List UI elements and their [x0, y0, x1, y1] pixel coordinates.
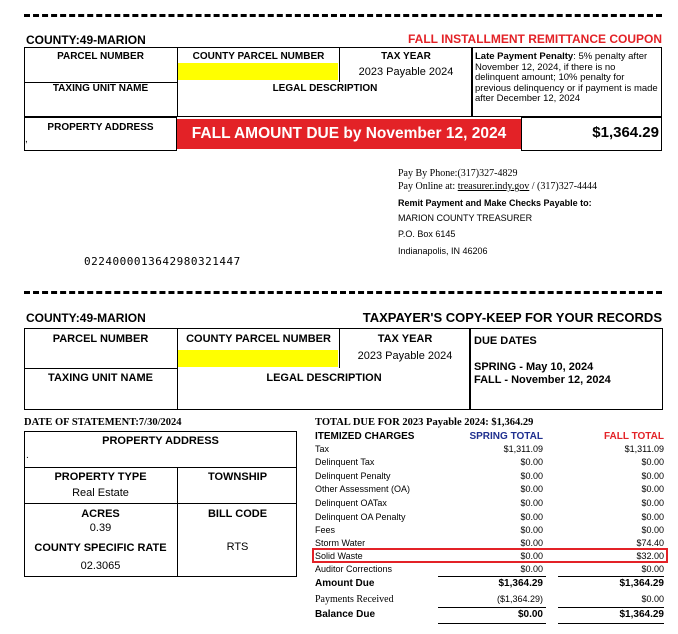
total-due-header: TOTAL DUE FOR 2023 Payable 2024: $1,364.29	[315, 417, 534, 428]
charge-row-fees	[314, 525, 664, 538]
statement-address-label: PROPERTY ADDRESS	[102, 435, 219, 447]
charge-fall: $0.00	[641, 471, 664, 481]
late-penalty-body: : 5% penalty after November 12, 2024, if there is no delinquent amount; 10% penalty for previous delinquency or if payment is made after December 12, 2024	[475, 51, 658, 104]
charge-row-other-assessment	[314, 484, 664, 497]
remit-pobox: P.O. Box 6145	[398, 229, 456, 239]
fall-due-date: FALL - November 12, 2024	[474, 374, 611, 386]
remit-name: MARION COUNTY TREASURER	[398, 213, 533, 223]
balance-due-label: Balance Due	[315, 609, 376, 620]
property-type: Real Estate	[72, 487, 129, 499]
divider	[438, 576, 546, 577]
charge-label: Delinquent Tax	[315, 457, 375, 467]
payments-label: Payments Received	[315, 594, 394, 605]
pay-by-phone: Pay By Phone:(317)327-4829	[398, 168, 518, 179]
itemized-label: ITEMIZED CHARGES	[315, 431, 415, 442]
charge-fall: $0.00	[641, 512, 664, 522]
bill-code-label: BILL CODE	[207, 508, 268, 520]
balance-due-fall: $1,364.29	[619, 609, 664, 620]
statement-address-value: .	[26, 450, 29, 461]
township-label: TOWNSHIP	[207, 471, 268, 483]
amount-due-spring: $1,364.29	[498, 578, 543, 589]
spring-due-date: SPRING - May 10, 2024	[474, 361, 594, 373]
divider	[438, 607, 546, 608]
tear-line-bottom	[24, 291, 662, 294]
balance-due-row	[314, 609, 664, 622]
divider	[558, 623, 664, 624]
payments-fall: $0.00	[641, 594, 664, 604]
spring-total-label: SPRING TOTAL	[469, 431, 543, 442]
copy-tax-year: 2023 Payable 2024	[357, 350, 453, 362]
charge-spring: $1,311.09	[503, 444, 543, 454]
divider	[558, 576, 664, 577]
copy-county-parcel-label: COUNTY PARCEL NUMBER	[186, 333, 331, 345]
charge-fall: $0.00	[641, 525, 664, 535]
solid-waste-highlight	[312, 548, 668, 563]
late-penalty-title: Late Payment Penalty	[475, 51, 574, 62]
charge-label: Other Assessment (OA)	[315, 484, 411, 494]
charge-fall: $0.00	[641, 498, 664, 508]
statement-box	[24, 431, 297, 577]
coupon-tax-year: 2023 Payable 2024	[358, 66, 454, 78]
coupon-parcel-label: PARCEL NUMBER	[57, 51, 144, 62]
property-type-label: PROPERTY TYPE	[54, 471, 147, 483]
coupon-county-parcel-value	[178, 63, 338, 80]
charge-spring: $0.00	[520, 471, 543, 481]
coupon-address-label: PROPERTY ADDRESS	[47, 122, 154, 133]
amount-due-fall: $1,364.29	[619, 578, 664, 589]
pay-online	[398, 181, 597, 192]
charge-label: Delinquent OATax	[315, 498, 387, 508]
copy-title: TAXPAYER'S COPY-KEEP FOR YOUR RECORDS	[362, 310, 662, 325]
amount-due-row	[314, 578, 664, 591]
charge-spring: $0.00	[520, 538, 543, 548]
charge-label: Solid Waste	[315, 551, 363, 561]
charge-spring: $0.00	[520, 525, 543, 535]
coupon-legal-desc-label: LEGAL DESCRIPTION	[272, 83, 378, 94]
coupon-taxing-unit-label: TAXING UNIT NAME	[52, 83, 149, 94]
charge-label: Tax	[315, 444, 330, 454]
charge-row-delinquent-oa-penalty	[314, 512, 664, 525]
divider	[24, 503, 297, 504]
pay-online-phone: / (317)327-4444	[529, 181, 598, 192]
amount-due: $1,364.29	[592, 124, 659, 141]
charge-spring: $0.00	[520, 484, 543, 494]
divider	[177, 467, 178, 577]
remit-label: Remit Payment and Make Checks Payable to:	[398, 198, 592, 208]
copy-parcel-label: PARCEL NUMBER	[52, 333, 149, 345]
charge-fall: $1,311.09	[624, 444, 664, 454]
payments-spring: ($1,364.29)	[496, 594, 543, 604]
tear-line-top	[24, 14, 662, 17]
coupon-tax-year-label: TAX YEAR	[381, 51, 431, 62]
charge-label: Fees	[315, 525, 336, 535]
divider	[24, 368, 177, 369]
copy-county: COUNTY:49-MARION	[26, 311, 146, 325]
charge-fall: $0.00	[641, 564, 664, 574]
balance-due-spring: $0.00	[517, 609, 543, 620]
statement-date: DATE OF STATEMENT:7/30/2024	[24, 417, 182, 428]
coupon-county: COUNTY:49-MARION	[26, 33, 146, 47]
charge-row-delinquent-penalty	[314, 471, 664, 484]
pay-online-prefix: Pay Online at:	[398, 181, 458, 192]
pay-online-link[interactable]: treasurer.indy.gov	[457, 181, 530, 192]
coupon-address-value: ,	[25, 134, 28, 145]
charge-fall: $0.00	[641, 484, 664, 494]
charge-fall: $32.00	[636, 551, 664, 561]
acres: 0.39	[89, 522, 112, 534]
charge-label: Delinquent OA Penalty	[315, 512, 406, 522]
scanline: 0224000013642980321447	[84, 255, 241, 268]
copy-tax-year-label: TAX YEAR	[377, 333, 433, 345]
charge-spring: $0.00	[520, 512, 543, 522]
charge-row-delinquent-oa-tax	[314, 498, 664, 511]
charge-label: Auditor Corrections	[315, 564, 393, 574]
divider	[438, 623, 546, 624]
charge-label: Storm Water	[315, 538, 366, 548]
acres-label: ACRES	[81, 508, 120, 520]
payments-row	[314, 594, 664, 607]
charge-row-tax	[314, 444, 664, 457]
charge-label: Delinquent Penalty	[315, 471, 391, 481]
copy-legal-desc-label: LEGAL DESCRIPTION	[266, 372, 382, 384]
county-rate-label: COUNTY SPECIFIC RATE	[34, 542, 167, 554]
county-rate: 02.3065	[80, 560, 121, 572]
amount-due-label: Amount Due	[315, 578, 375, 589]
coupon-county-parcel-label: COUNTY PARCEL NUMBER	[192, 51, 325, 62]
bill-code: RTS	[226, 541, 249, 553]
coupon-title: FALL INSTALLMENT REMITTANCE COUPON	[408, 32, 662, 46]
copy-county-parcel-value	[178, 350, 338, 367]
divider	[558, 607, 664, 608]
charge-spring: $0.00	[520, 457, 543, 467]
charge-spring: $0.00	[520, 551, 543, 561]
charge-fall: $0.00	[641, 457, 664, 467]
charge-spring: $0.00	[520, 498, 543, 508]
charge-spring: $0.00	[520, 564, 543, 574]
late-penalty-text	[475, 52, 661, 105]
copy-taxing-unit-label: TAXING UNIT NAME	[48, 372, 153, 384]
divider	[24, 467, 297, 468]
fall-total-label: FALL TOTAL	[604, 431, 664, 442]
remit-city: Indianapolis, IN 46206	[398, 246, 488, 256]
charge-row-delinquent-tax	[314, 457, 664, 470]
fall-due-banner: FALL AMOUNT DUE by November 12, 2024	[177, 119, 521, 149]
charge-fall: $74.40	[636, 538, 664, 548]
due-dates-label: DUE DATES	[474, 335, 537, 347]
